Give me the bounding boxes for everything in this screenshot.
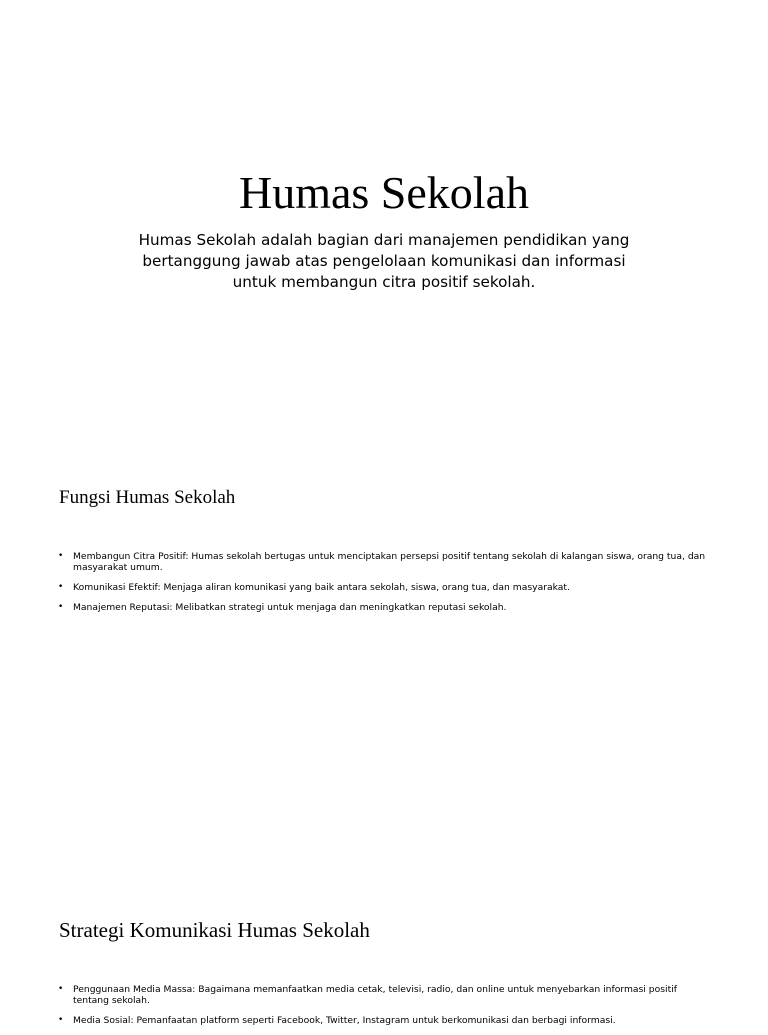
list-item-text: Manajemen Reputasi: Melibatkan strategi untuk menjaga dan meningkatkan reputasi sekolah. bbox=[73, 602, 507, 613]
list-item-text: Komunikasi Efektif: Menjaga aliran komunikasi yang baik antara sekolah, siswa, orang tua, dan masyarakat. bbox=[73, 582, 570, 593]
bullet-icon: • bbox=[58, 551, 64, 561]
list-item bbox=[58, 602, 708, 613]
list-item bbox=[58, 1015, 708, 1026]
section-heading-fungsi: Fungsi Humas Sekolah bbox=[59, 487, 236, 508]
list-item-text: Membangun Citra Positif: Humas sekolah bertugas untuk menciptakan persepsi positif tentang sekolah di kalangan siswa, orang tua, dan masyarakat umum. bbox=[73, 551, 706, 573]
list-item-text: Media Sosial: Pemanfaatan platform seperti Facebook, Twitter, Instagram untuk berkomunikasi dan berbagi informasi. bbox=[73, 1015, 616, 1026]
bullet-icon: • bbox=[58, 602, 64, 612]
bullet-icon: • bbox=[58, 582, 64, 592]
list-item bbox=[58, 984, 708, 1006]
list-item bbox=[58, 551, 708, 573]
list-item-text: Penggunaan Media Massa: Bagaimana memanfaatkan media cetak, televisi, radio, dan online untuk menyebarkan informasi positif tentang sekolah. bbox=[73, 984, 677, 1006]
slide-subtitle: Humas Sekolah adalah bagian dari manajemen pendidikan yang bertanggung jawab atas pengelolaan komunikasi dan informasi untuk membangun citra positif sekolah. bbox=[138, 231, 630, 291]
bullet-list-strategi bbox=[58, 984, 708, 1035]
bullet-icon: • bbox=[58, 984, 64, 994]
section-heading-strategi: Strategi Komunikasi Humas Sekolah bbox=[59, 918, 370, 942]
bullet-list-fungsi bbox=[58, 551, 708, 622]
list-item bbox=[58, 582, 708, 593]
bullet-icon: • bbox=[58, 1015, 64, 1025]
slide-title: Humas Sekolah bbox=[238, 167, 529, 218]
